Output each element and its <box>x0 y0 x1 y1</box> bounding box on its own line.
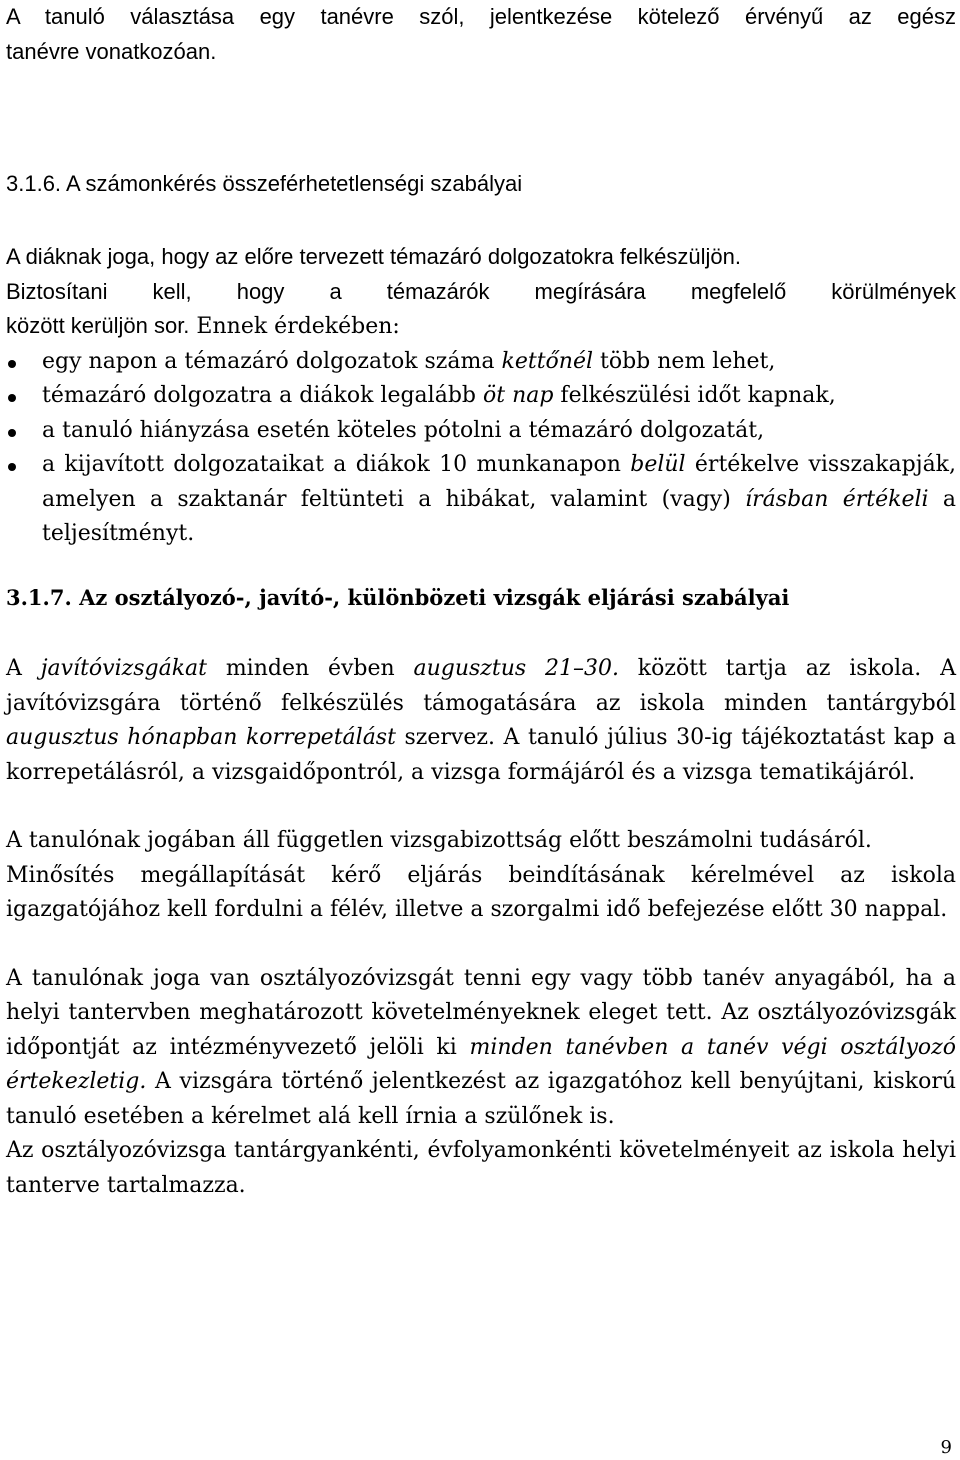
paragraph-osztalyozovizsga: A tanulónak joga van osztályozóvizsgát tenni egy vagy több tanév anyagából, ha a helyi tantervben meghatározott követelményeknek eleget tett. Az osztályozóvizsgák időpontját az intézményvezető jelöli ki minden tanévben a tanév végi osztályozó értekezletig. A vizsgára történő jelentkezést az igazgatóhoz kell benyújtani, kiskorú tanuló esetében a kérelmet alá kell írnia a szülőnek is. <box>6 965 956 1129</box>
requirements-list <box>6 345 956 552</box>
section-316-heading: 3.1.6. A számonkérés összeférhetetlenségi szabályai <box>6 171 523 196</box>
list-item: a kijavított dolgozataikat a diákok 10 munkanapon belül értékelve visszakapják, amelyen a szaktanár feltünteti a hibákat, valamint (vagy) írásban értékeli a teljesítményt. <box>6 448 956 552</box>
section-317-heading: 3.1.7. Az osztályozó-, javító-, különbözeti vizsgák eljárási szabályai <box>6 585 790 610</box>
bullet-icon <box>8 360 16 368</box>
section-316-line-1: A diáknak joga, hogy az előre tervezett témazáró dolgozatokra felkészüljön. <box>6 244 741 269</box>
intro-line-2: tanévre vonatkozóan. <box>6 38 217 64</box>
intro-line-1: A tanuló választása egy tanévre szól, jelentkezése kötelező érvényű az egész <box>6 4 956 29</box>
section-316-line-3a: között kerüljön sor. <box>6 313 190 338</box>
paragraph-fuggetlen-vizsgabizottsag: A tanulónak jogában áll független vizsgabizottság előtt beszámolni tudásáról. <box>6 828 872 853</box>
paragraph-minosites: Minősítés megállapítását kérő eljárás beindításának kérelmével az iskola igazgatójához kell fordulni a félév, illetve a szorgalmi idő befejezése előtt 30 nappal. <box>6 862 956 922</box>
intro-paragraph <box>6 0 956 69</box>
section-316-body <box>6 240 956 552</box>
bullet-icon <box>8 429 16 437</box>
section-317-body <box>6 652 956 1203</box>
bullet-icon <box>8 463 16 471</box>
bullet-icon <box>8 394 16 402</box>
paragraph-javitovizsga: A javítóvizsgákat minden évben augusztus 21–30. között tartja az iskola. A javítóvizsgára történő felkészülés támogatására az iskola minden tantárgyból augusztus hónapban korrepetálást szervez. A tanuló július 30-ig tájékoztatást kap a korrepetálásról, a vizsgaidőpontról, a vizsga formájáról és a vizsga tematikájáról. <box>6 656 956 785</box>
list-item: egy napon a témazáró dolgozatok száma kettőnél több nem lehet, <box>6 345 956 380</box>
section-316-line-3b: Ennek érdekében: <box>189 314 400 339</box>
section-316-line-2: Biztosítani kell, hogy a témazárók megírására megfelelő körülmények <box>6 278 956 304</box>
section-316-line-3 <box>6 309 956 345</box>
paragraph-kovetelmenyek: Az osztályozóvizsga tantárgyankénti, évfolyamonkénti követelményeit az iskola helyi tanterve tartalmazza. <box>6 1138 956 1198</box>
list-item: a tanuló hiányzása esetén köteles pótolni a témazáró dolgozatát, <box>6 414 956 449</box>
list-item: témazáró dolgozatra a diákok legalább öt nap felkészülési időt kapnak, <box>6 379 956 414</box>
page-number: 9 <box>940 1437 952 1458</box>
